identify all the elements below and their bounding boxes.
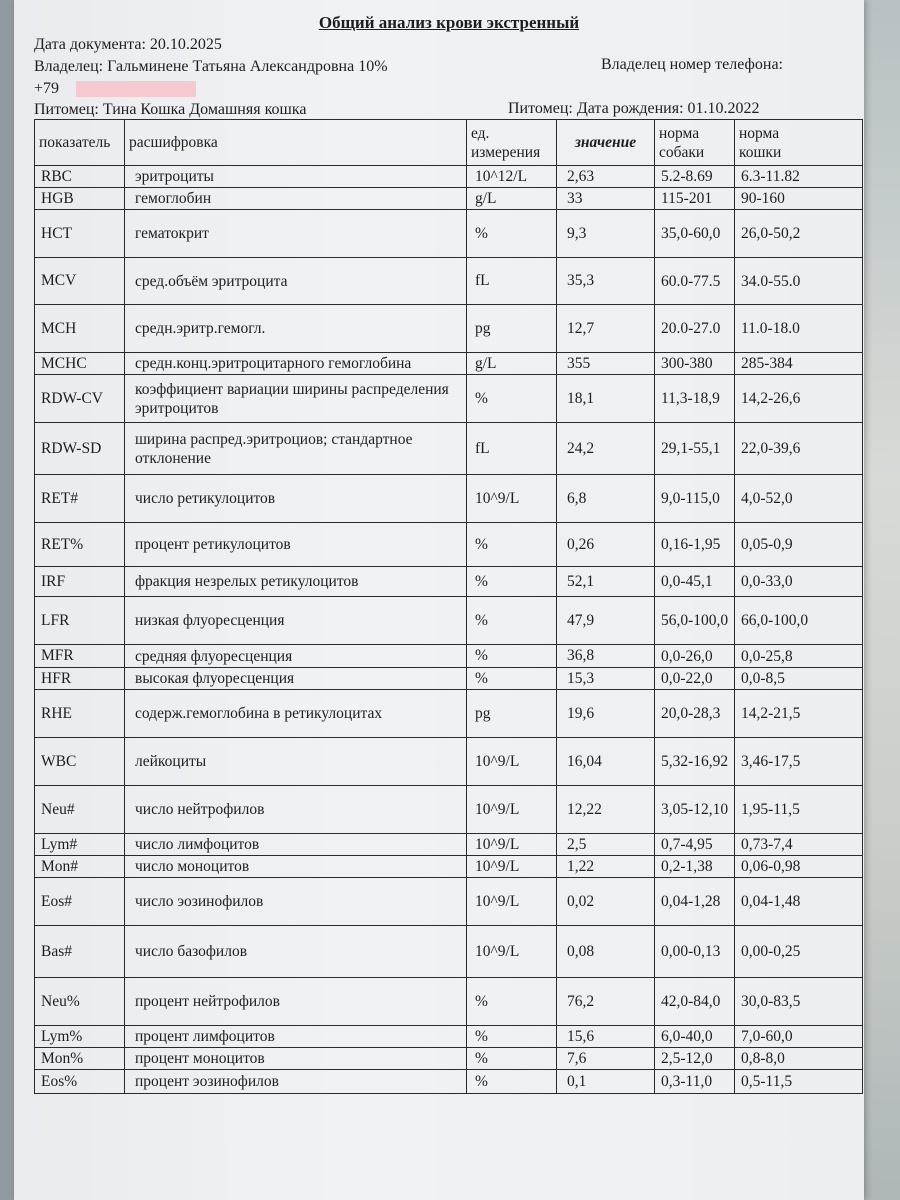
row-decoding: фракция незрелых ретикулоцитов bbox=[125, 567, 467, 597]
row-dog-norm: 0,0-26,0 bbox=[655, 645, 735, 668]
row-cat-norm: 26,0-50,2 bbox=[735, 210, 863, 258]
row-unit: % bbox=[467, 645, 557, 668]
row-unit: 10^9/L bbox=[467, 878, 557, 926]
table-row bbox=[35, 834, 863, 856]
row-cat-norm: 0,8-8,0 bbox=[735, 1048, 863, 1070]
pet-birth-date: Питомец: Дата рождения: 01.10.2022 bbox=[508, 100, 760, 117]
table-row bbox=[35, 353, 863, 375]
row-decoding: средняя флуоресценция bbox=[125, 645, 467, 668]
row-cat-norm: 14,2-21,5 bbox=[735, 690, 863, 738]
header-indicator: показатель bbox=[35, 120, 125, 166]
table-row bbox=[35, 978, 863, 1026]
table-row bbox=[35, 210, 863, 258]
row-value: 0,1 bbox=[557, 1070, 655, 1094]
row-dog-norm: 20,0-28,3 bbox=[655, 690, 735, 738]
row-decoding: гемоглобин bbox=[125, 188, 467, 210]
row-decoding: ширина распред.эритроциов; стандартное отклонение bbox=[125, 423, 467, 475]
row-value: 15,6 bbox=[557, 1026, 655, 1048]
row-dog-norm: 0,00-0,13 bbox=[655, 926, 735, 978]
owner-phone-label: Владелец номер телефона: bbox=[601, 56, 783, 73]
row-indicator-code: RET% bbox=[35, 523, 125, 567]
row-indicator-code: Lym# bbox=[35, 834, 125, 856]
row-cat-norm: 7,0-60,0 bbox=[735, 1026, 863, 1048]
row-dog-norm: 9,0-115,0 bbox=[655, 475, 735, 523]
table-row bbox=[35, 645, 863, 668]
row-dog-norm: 20.0-27.0 bbox=[655, 305, 735, 353]
row-value: 9,3 bbox=[557, 210, 655, 258]
row-dog-norm: 0,2-1,38 bbox=[655, 856, 735, 878]
row-unit: % bbox=[467, 523, 557, 567]
table-row bbox=[35, 786, 863, 834]
table-row bbox=[35, 188, 863, 210]
row-indicator-code: Mon% bbox=[35, 1048, 125, 1070]
row-unit: 10^12/L bbox=[467, 166, 557, 188]
row-decoding: сред.объём эритроцита bbox=[125, 258, 467, 305]
row-value: 0,26 bbox=[557, 523, 655, 567]
row-indicator-code: Lym% bbox=[35, 1026, 125, 1048]
table-row bbox=[35, 258, 863, 305]
row-decoding: гематокрит bbox=[125, 210, 467, 258]
table-row bbox=[35, 567, 863, 597]
row-unit: % bbox=[467, 978, 557, 1026]
row-indicator-code: Eos# bbox=[35, 878, 125, 926]
row-dog-norm: 2,5-12,0 bbox=[655, 1048, 735, 1070]
row-decoding: число лимфоцитов bbox=[125, 834, 467, 856]
row-decoding: содерж.гемоглобина в ретикулоцитах bbox=[125, 690, 467, 738]
row-value: 24,2 bbox=[557, 423, 655, 475]
header-unit: ед. измерения bbox=[467, 120, 557, 166]
row-value: 1,22 bbox=[557, 856, 655, 878]
row-dog-norm: 6,0-40,0 bbox=[655, 1026, 735, 1048]
header-cat-norm: норма кошки bbox=[735, 120, 863, 166]
row-dog-norm: 5,32-16,92 bbox=[655, 738, 735, 786]
row-value: 35,3 bbox=[557, 258, 655, 305]
row-decoding: лейкоциты bbox=[125, 738, 467, 786]
table-row bbox=[35, 597, 863, 645]
row-unit: % bbox=[467, 567, 557, 597]
row-indicator-code: WBC bbox=[35, 738, 125, 786]
pet-info: Питомец: Тина Кошка Домашняя кошка bbox=[34, 101, 307, 118]
row-cat-norm: 0,04-1,48 bbox=[735, 878, 863, 926]
row-value: 19,6 bbox=[557, 690, 655, 738]
row-unit: % bbox=[467, 668, 557, 690]
row-dog-norm: 35,0-60,0 bbox=[655, 210, 735, 258]
row-unit: % bbox=[467, 1026, 557, 1048]
row-dog-norm: 0,3-11,0 bbox=[655, 1070, 735, 1094]
row-unit: fL bbox=[467, 258, 557, 305]
row-dog-norm: 0,0-22,0 bbox=[655, 668, 735, 690]
row-value: 33 bbox=[557, 188, 655, 210]
table-row bbox=[35, 668, 863, 690]
row-unit: pg bbox=[467, 305, 557, 353]
table-row bbox=[35, 856, 863, 878]
row-value: 36,8 bbox=[557, 645, 655, 668]
row-dog-norm: 0,7-4,95 bbox=[655, 834, 735, 856]
table-row bbox=[35, 166, 863, 188]
row-dog-norm: 0,0-45,1 bbox=[655, 567, 735, 597]
row-dog-norm: 5.2-8.69 bbox=[655, 166, 735, 188]
row-cat-norm: 0,0-8,5 bbox=[735, 668, 863, 690]
row-value: 47,9 bbox=[557, 597, 655, 645]
row-indicator-code: RHE bbox=[35, 690, 125, 738]
table-row bbox=[35, 423, 863, 475]
row-cat-norm: 285-384 bbox=[735, 353, 863, 375]
row-cat-norm: 66,0-100,0 bbox=[735, 597, 863, 645]
table-row bbox=[35, 926, 863, 978]
row-value: 12,22 bbox=[557, 786, 655, 834]
row-value: 355 bbox=[557, 353, 655, 375]
row-indicator-code: MCH bbox=[35, 305, 125, 353]
row-cat-norm: 1,95-11,5 bbox=[735, 786, 863, 834]
row-value: 15,3 bbox=[557, 668, 655, 690]
blood-test-table bbox=[34, 119, 863, 1094]
row-unit: g/L bbox=[467, 188, 557, 210]
table-row bbox=[35, 878, 863, 926]
row-value: 6,8 bbox=[557, 475, 655, 523]
row-indicator-code: RET# bbox=[35, 475, 125, 523]
row-cat-norm: 14,2-26,6 bbox=[735, 375, 863, 423]
row-cat-norm: 22,0-39,6 bbox=[735, 423, 863, 475]
row-indicator-code: MFR bbox=[35, 645, 125, 668]
phone-redaction bbox=[76, 81, 196, 97]
row-unit: pg bbox=[467, 690, 557, 738]
table-header-row bbox=[35, 120, 863, 166]
row-decoding: процент эозинофилов bbox=[125, 1070, 467, 1094]
row-cat-norm: 0,5-11,5 bbox=[735, 1070, 863, 1094]
row-unit: % bbox=[467, 1070, 557, 1094]
row-cat-norm: 11.0-18.0 bbox=[735, 305, 863, 353]
owner-phone-partial: +79 bbox=[34, 80, 60, 97]
document-date: Дата документа: 20.10.2025 bbox=[34, 36, 222, 53]
row-dog-norm: 56,0-100,0 bbox=[655, 597, 735, 645]
row-indicator-code: RBC bbox=[35, 166, 125, 188]
row-cat-norm: 90-160 bbox=[735, 188, 863, 210]
row-decoding: число нейтрофилов bbox=[125, 786, 467, 834]
table-row bbox=[35, 475, 863, 523]
row-unit: 10^9/L bbox=[467, 475, 557, 523]
row-decoding: средн.эритр.гемогл. bbox=[125, 305, 467, 353]
header-value: значение bbox=[557, 120, 655, 166]
header-dog-norm: норма собаки bbox=[655, 120, 735, 166]
row-value: 52,1 bbox=[557, 567, 655, 597]
row-cat-norm: 6.3-11.82 bbox=[735, 166, 863, 188]
row-unit: % bbox=[467, 375, 557, 423]
row-dog-norm: 115-201 bbox=[655, 188, 735, 210]
row-unit: 10^9/L bbox=[467, 856, 557, 878]
row-value: 2,5 bbox=[557, 834, 655, 856]
row-unit: g/L bbox=[467, 353, 557, 375]
row-unit: 10^9/L bbox=[467, 786, 557, 834]
row-indicator-code: HCT bbox=[35, 210, 125, 258]
table-row bbox=[35, 1070, 863, 1094]
row-value: 2,63 bbox=[557, 166, 655, 188]
row-indicator-code: Mon# bbox=[35, 856, 125, 878]
row-indicator-code: HFR bbox=[35, 668, 125, 690]
row-value: 18,1 bbox=[557, 375, 655, 423]
row-decoding: число эозинофилов bbox=[125, 878, 467, 926]
row-decoding: коэффициент вариации ширины распределения эритроцитов bbox=[125, 375, 467, 423]
table-row bbox=[35, 305, 863, 353]
row-decoding: число ретикулоцитов bbox=[125, 475, 467, 523]
row-dog-norm: 0,16-1,95 bbox=[655, 523, 735, 567]
row-decoding: средн.конц.эритроцитарного гемоглобина bbox=[125, 353, 467, 375]
row-unit: % bbox=[467, 1048, 557, 1070]
row-indicator-code: RDW-CV bbox=[35, 375, 125, 423]
row-dog-norm: 3,05-12,10 bbox=[655, 786, 735, 834]
row-dog-norm: 300-380 bbox=[655, 353, 735, 375]
row-cat-norm: 0,00-0,25 bbox=[735, 926, 863, 978]
row-cat-norm: 3,46-17,5 bbox=[735, 738, 863, 786]
owner-name: Владелец: Гальминене Татьяна Александровна 10% bbox=[34, 58, 388, 75]
row-decoding: процент моноцитов bbox=[125, 1048, 467, 1070]
row-unit: fL bbox=[467, 423, 557, 475]
row-value: 16,04 bbox=[557, 738, 655, 786]
table-row bbox=[35, 1026, 863, 1048]
row-indicator-code: IRF bbox=[35, 567, 125, 597]
row-dog-norm: 0,04-1,28 bbox=[655, 878, 735, 926]
row-decoding: процент лимфоцитов bbox=[125, 1026, 467, 1048]
row-decoding: число базофилов bbox=[125, 926, 467, 978]
row-indicator-code: MCHC bbox=[35, 353, 125, 375]
row-cat-norm: 34.0-55.0 bbox=[735, 258, 863, 305]
row-decoding: высокая флуоресценция bbox=[125, 668, 467, 690]
background-surface bbox=[860, 0, 900, 1200]
row-cat-norm: 0,0-33,0 bbox=[735, 567, 863, 597]
row-value: 0,08 bbox=[557, 926, 655, 978]
row-indicator-code: RDW-SD bbox=[35, 423, 125, 475]
row-cat-norm: 0,06-0,98 bbox=[735, 856, 863, 878]
row-unit: 10^9/L bbox=[467, 738, 557, 786]
row-value: 7,6 bbox=[557, 1048, 655, 1070]
document-title: Общий анализ крови экстренный bbox=[318, 13, 580, 32]
table-row bbox=[35, 1048, 863, 1070]
table-row bbox=[35, 738, 863, 786]
row-indicator-code: LFR bbox=[35, 597, 125, 645]
row-cat-norm: 0,0-25,8 bbox=[735, 645, 863, 668]
header-decoding: расшифровка bbox=[125, 120, 467, 166]
row-unit: 10^9/L bbox=[467, 834, 557, 856]
row-unit: 10^9/L bbox=[467, 926, 557, 978]
row-value: 76,2 bbox=[557, 978, 655, 1026]
row-decoding: процент нейтрофилов bbox=[125, 978, 467, 1026]
row-cat-norm: 0,05-0,9 bbox=[735, 523, 863, 567]
row-indicator-code: Neu% bbox=[35, 978, 125, 1026]
row-indicator-code: Bas# bbox=[35, 926, 125, 978]
row-indicator-code: HGB bbox=[35, 188, 125, 210]
row-indicator-code: Neu# bbox=[35, 786, 125, 834]
row-cat-norm: 4,0-52,0 bbox=[735, 475, 863, 523]
row-unit: % bbox=[467, 597, 557, 645]
row-cat-norm: 30,0-83,5 bbox=[735, 978, 863, 1026]
row-indicator-code: Eos% bbox=[35, 1070, 125, 1094]
table-row bbox=[35, 375, 863, 423]
row-value: 0,02 bbox=[557, 878, 655, 926]
row-decoding: эритроциты bbox=[125, 166, 467, 188]
row-cat-norm: 0,73-7,4 bbox=[735, 834, 863, 856]
row-decoding: низкая флуоресценция bbox=[125, 597, 467, 645]
row-dog-norm: 29,1-55,1 bbox=[655, 423, 735, 475]
row-dog-norm: 11,3-18,9 bbox=[655, 375, 735, 423]
row-value: 12,7 bbox=[557, 305, 655, 353]
table-row bbox=[35, 523, 863, 567]
row-dog-norm: 42,0-84,0 bbox=[655, 978, 735, 1026]
row-dog-norm: 60.0-77.5 bbox=[655, 258, 735, 305]
row-decoding: процент ретикулоцитов bbox=[125, 523, 467, 567]
row-decoding: число моноцитов bbox=[125, 856, 467, 878]
table-row bbox=[35, 690, 863, 738]
row-indicator-code: MCV bbox=[35, 258, 125, 305]
row-unit: % bbox=[467, 210, 557, 258]
